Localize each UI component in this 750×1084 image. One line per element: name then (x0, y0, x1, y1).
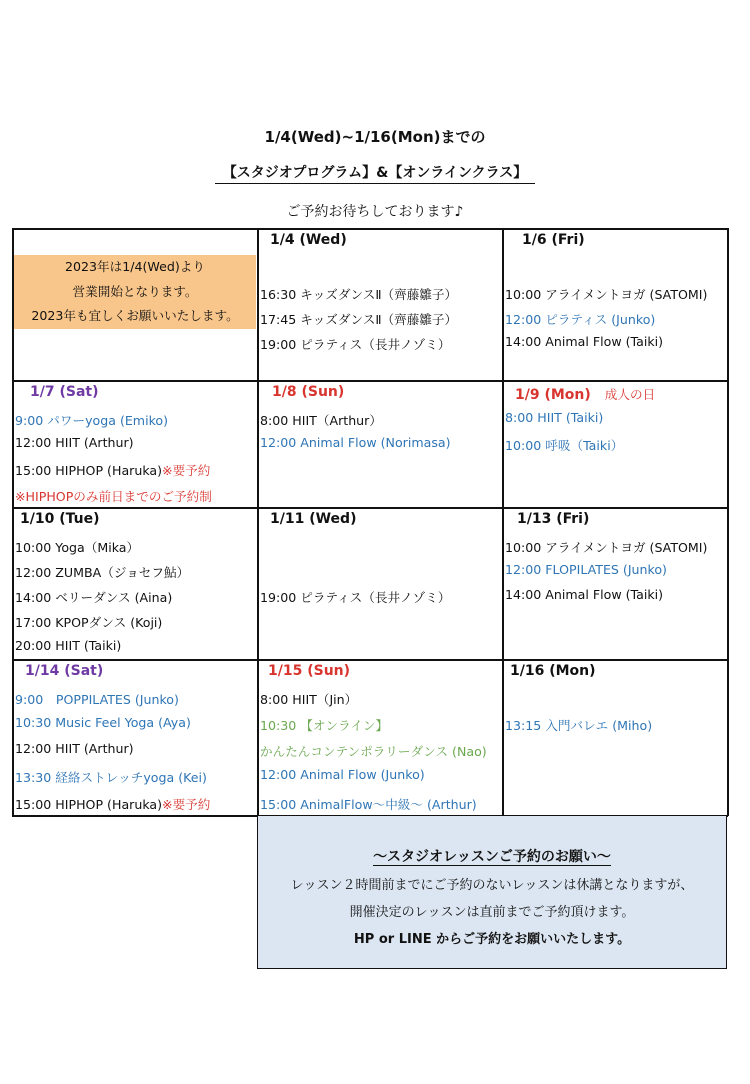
reservation-note: ※HIPHOPのみ前日までのご予約制 (15, 489, 212, 504)
class-item: 12:00 ピラティス (Junko) (505, 312, 656, 327)
reservation-required-note: ※要予約 (162, 463, 211, 478)
reservation-required-note: ※要予約 (162, 797, 211, 812)
class-item: 17:00 KPOPダンス (Koji) (15, 615, 163, 630)
class-item: 14:00 ベリーダンス (Aina) (15, 590, 173, 605)
day-label-0114: 1/14 (Sat) (25, 663, 104, 679)
class-item: 8:00 HIIT（Jin） (260, 692, 358, 707)
table-border-right (727, 228, 729, 816)
page-subtitle (0, 162, 750, 182)
day-label-0116: 1/16 (Mon) (510, 663, 596, 679)
day-label-0113: 1/13 (Fri) (517, 511, 590, 527)
info-heading-text: ～スタジオレッスンご予約のお願い～ (373, 849, 611, 865)
notice-line: 営業開始となります。 (72, 283, 198, 299)
table-row-divider (12, 659, 728, 661)
class-item: 17:45 キッズダンスⅡ（齊藤雛子） (260, 312, 458, 327)
class-item: 12:00 HIIT (Arthur) (15, 741, 134, 756)
class-item: 12:00 HIIT (Arthur) (15, 435, 134, 450)
table-border-top (12, 228, 728, 230)
day-label-0110: 1/10 (Tue) (20, 511, 100, 527)
class-item: 9:00 POPPILATES (Junko) (15, 692, 179, 707)
class-item: 19:00 ピラティス（長井ノゾミ） (260, 337, 451, 352)
class-item: 14:00 Animal Flow (Taiki) (505, 587, 664, 602)
class-item (15, 460, 210, 479)
class-item: 16:30 キッズダンスⅡ（齊藤雛子） (260, 287, 458, 302)
info-paragraph: 開催決定のレッスンは直前までご予約頂けます。 (349, 905, 635, 920)
class-item: 12:00 FLOPILATES (Junko) (505, 562, 667, 577)
info-paragraph: レッスン２時間前までにご予約のないレッスンは休講となりますが、 (290, 878, 694, 893)
table-row-divider (12, 507, 728, 509)
notice-line: 2023年は1/4(Wed)より (65, 259, 205, 274)
reservation-info-box (257, 816, 727, 969)
class-item: 19:00 ピラティス（長井ノゾミ） (260, 590, 451, 605)
class-item-online: かんたんコンテンポラリーダンス (Nao) (260, 744, 487, 759)
class-item: 13:15 入門バレエ (Miho) (505, 718, 653, 733)
day-label-0109 (515, 384, 655, 403)
class-item: 9:00 パワーyoga (Emiko) (15, 413, 169, 428)
class-item: 10:30 Music Feel Yoga (Aya) (15, 715, 191, 730)
info-paragraph: HP or LINE からご予約をお願いいたします。 (353, 932, 631, 947)
class-item: 12:00 Animal Flow (Junko) (260, 767, 425, 782)
subtitle-text: 【スタジオプログラム】&【オンラインクラス】 (215, 165, 536, 184)
holiday-label: 成人の日 (604, 387, 656, 402)
class-item-online: 10:30 【オンライン】 (260, 718, 389, 733)
class-item: 15:00 AnimalFlow～中級～ (Arthur) (260, 797, 477, 812)
class-item: 20:00 HIIT (Taiki) (15, 638, 122, 653)
class-item: 10:00 アライメントヨガ (SATOMI) (505, 287, 708, 302)
info-heading (258, 846, 726, 866)
day-label-0115: 1/15 (Sun) (268, 663, 351, 679)
class-item (15, 794, 210, 813)
table-col-divider (502, 228, 504, 816)
table-col-divider (257, 228, 259, 816)
class-item: 8:00 HIIT（Arthur） (260, 413, 382, 428)
day-label-0111: 1/11 (Wed) (270, 511, 357, 527)
class-item: 10:00 呼吸（Taiki） (505, 438, 624, 453)
page-title: 1/4(Wed)~1/16(Mon)までの (264, 128, 486, 146)
day-label-text: 1/9 (Mon) (515, 387, 591, 403)
notice-line: 2023年も宜しくお願いいたします。 (31, 308, 239, 323)
day-label-0108: 1/8 (Sun) (272, 384, 345, 400)
class-item: 12:00 Animal Flow (Norimasa) (260, 435, 451, 450)
class-text: 15:00 HIPHOP (Haruka) (15, 797, 163, 812)
class-text: 15:00 HIPHOP (Haruka) (15, 463, 163, 478)
class-item: 12:00 ZUMBA（ジョセフ鮎） (15, 565, 190, 580)
day-label-0106: 1/6 (Fri) (522, 232, 585, 248)
class-item: 8:00 HIIT (Taiki) (505, 410, 604, 425)
opening-notice (14, 255, 256, 329)
tagline: ご予約お待ちしております♪ (286, 204, 464, 220)
class-item: 10:00 アライメントヨガ (SATOMI) (505, 540, 708, 555)
table-row-divider (12, 380, 728, 382)
day-label-0107: 1/7 (Sat) (30, 384, 99, 400)
class-item: 13:30 経絡ストレッチyoga (Kei) (15, 770, 207, 785)
class-item: 10:00 Yoga（Mika） (15, 540, 140, 555)
day-label-0104: 1/4 (Wed) (270, 232, 347, 248)
class-item: 14:00 Animal Flow (Taiki) (505, 334, 664, 349)
